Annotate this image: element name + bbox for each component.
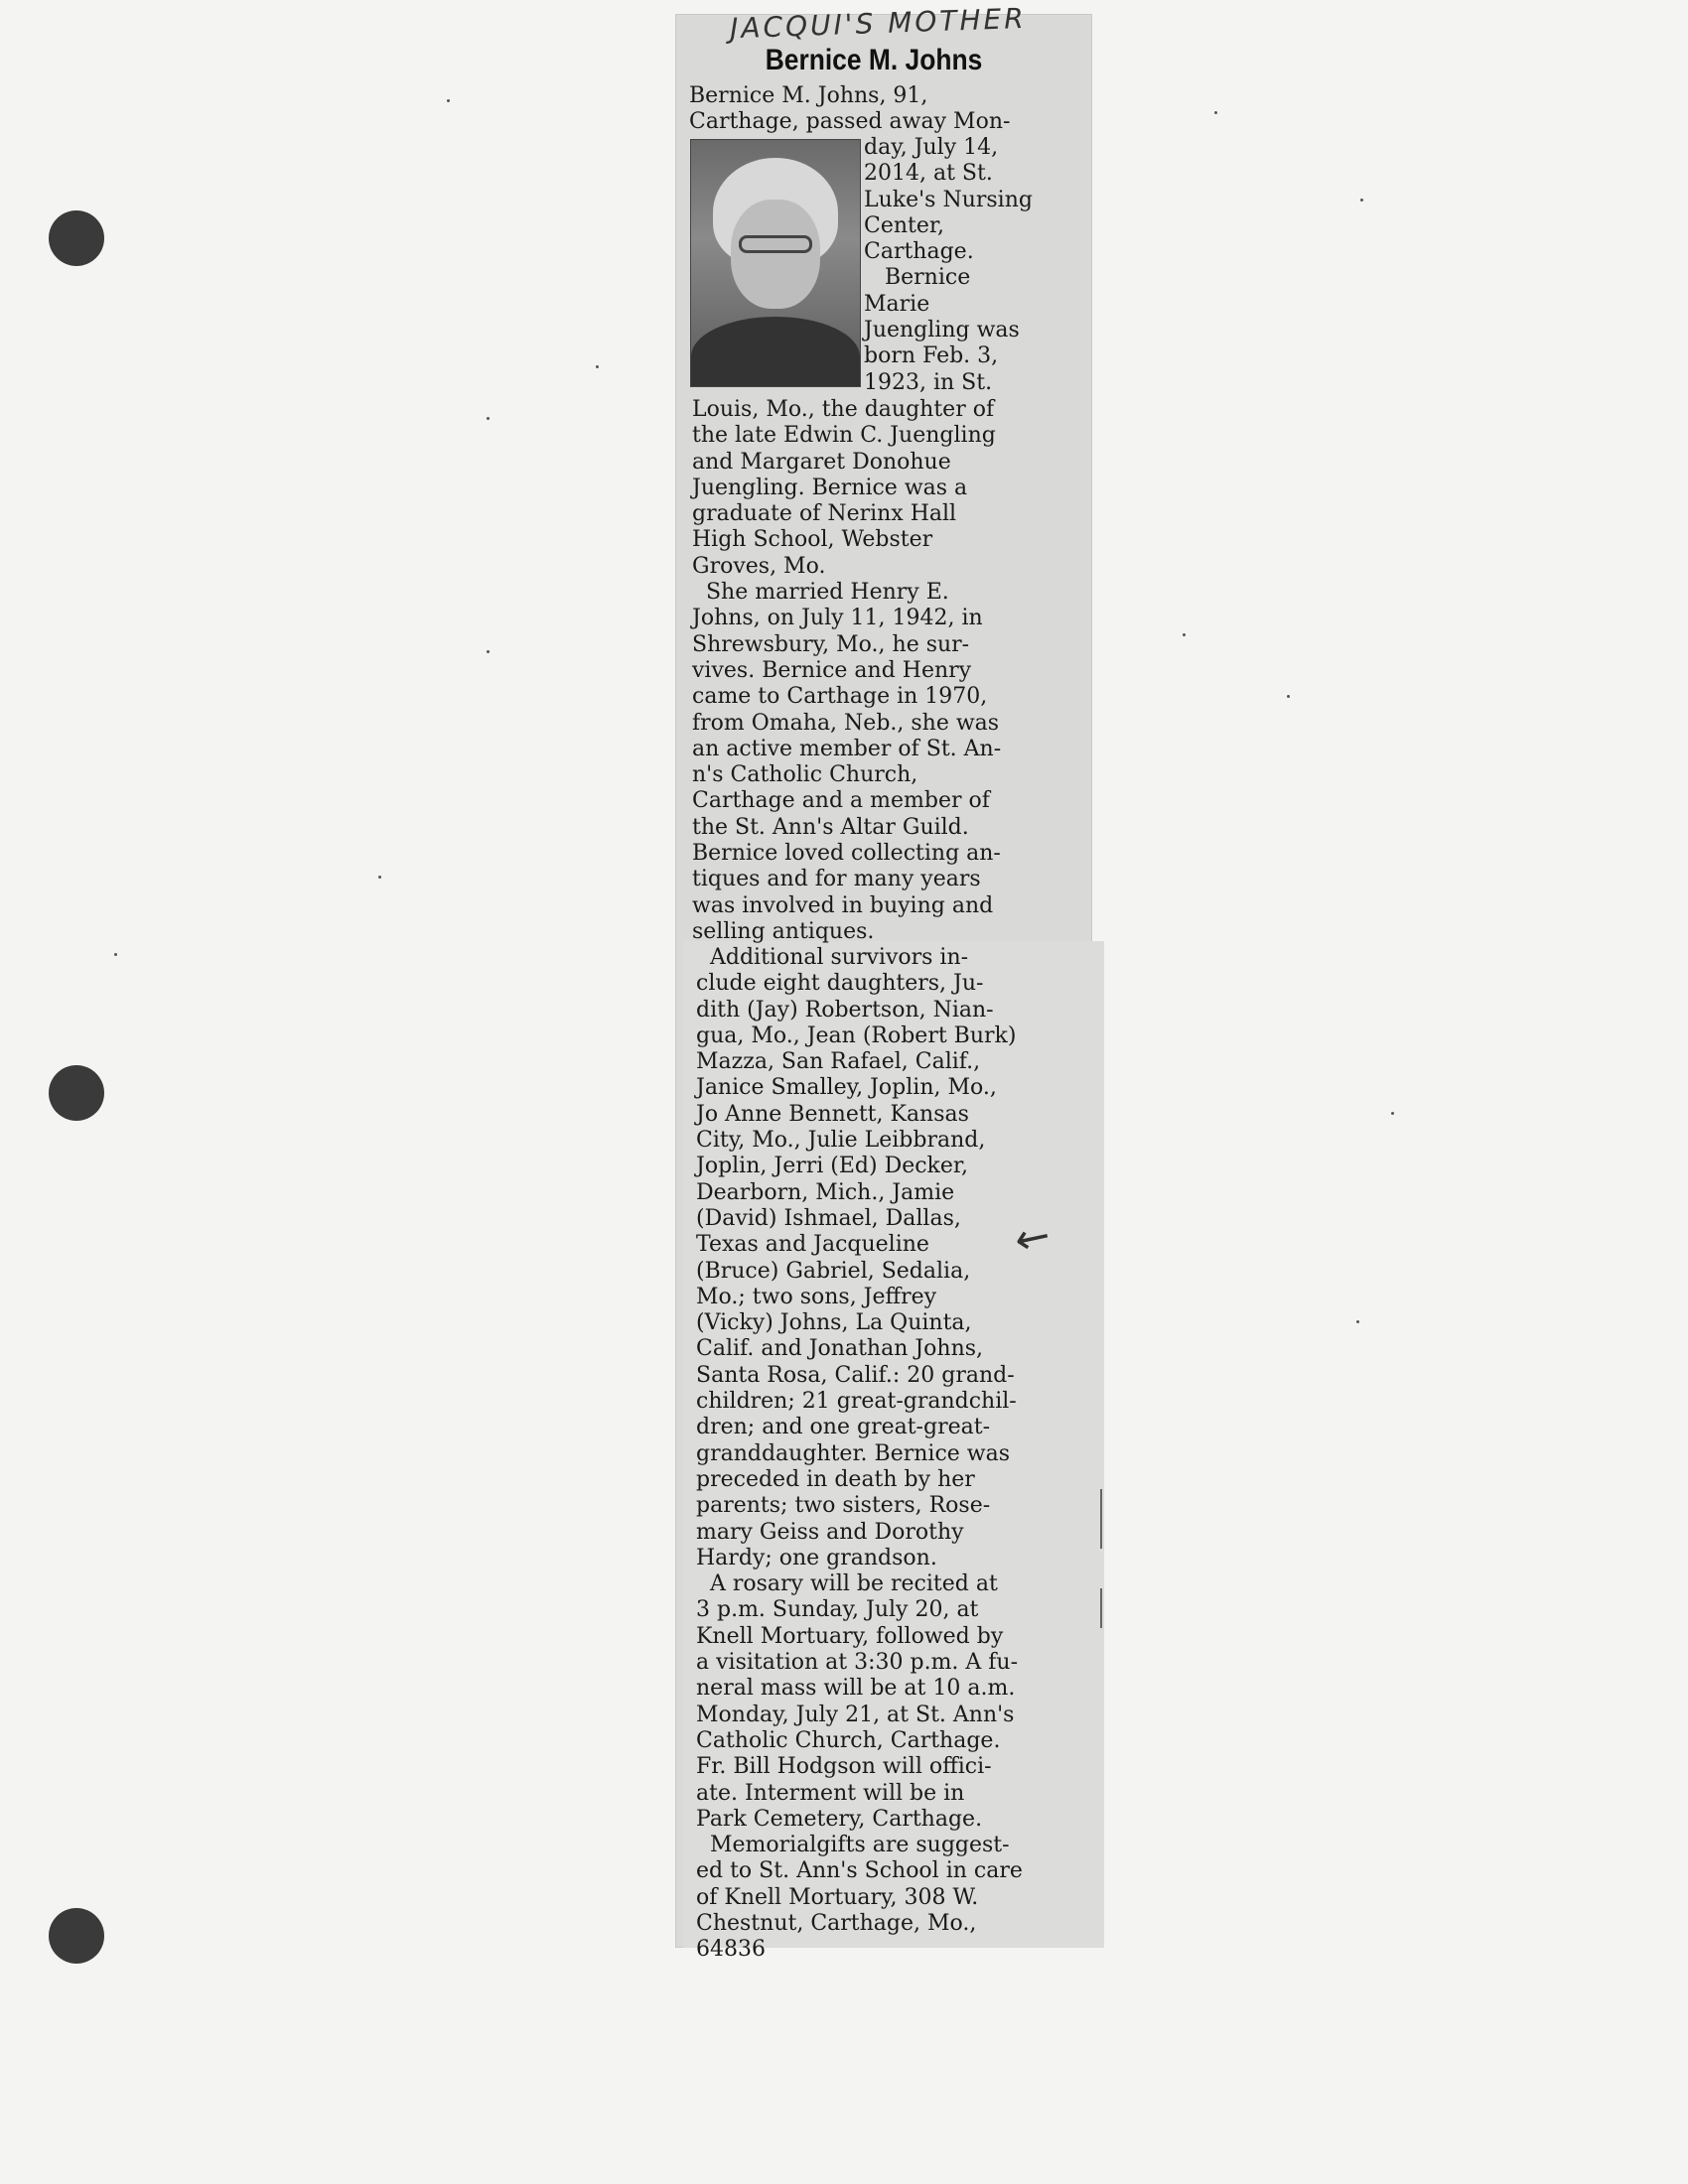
- photo-face: [731, 200, 820, 309]
- portrait-photo: [690, 139, 861, 387]
- speck: [1356, 1320, 1359, 1323]
- speck: [1287, 695, 1290, 698]
- survivors-service-text: Additional survivors in- clude eight daughters, Ju- dith (Jay) Robertson, Nian- gua, Mo., Jean (Robert Burk) Mazza, San Rafael, Calif., Janice Smalley, Joplin, Mo., Jo Anne Bennett, Kansas City, Mo., Julie Leibbrand, Joplin, Jerri (Ed) Decker, Dearborn, Mich., Jamie (David) Ishmael, Dallas, Texas and Jacqueline (Bruce) Gabriel, Sedalia, Mo.; two sons, Jeffrey (Vicky) Johns, La Quinta, Calif. and Jonathan Johns, Santa Rosa, Calif.: 20 grand- children; 21 great-grandchil- dren; and one great-great- granddaughter. Bernice was preceded in death by her parents; two sisters, Rose- mary Geiss and Dorothy Hardy; one grandson. A rosary will be recited at 3 p.m. Sunday, July 20, at Knell Mortuary, followed by a visitation at 3:30 p.m. A fu- neral mass will be at 10 a.m. Monday, July 21, at St. Ann's Catholic Church, Carthage. Fr. Bill Hodgson will offici- ate. Interment will be in Park Cemetery, Carthage. Memorialgifts are suggest- ed to St. Ann's School in care of Knell Mortuary, 308 W. Chestnut, Carthage, Mo., 64836: [696, 945, 1023, 1963]
- photo-glasses: [739, 235, 812, 253]
- handwritten-arrow-icon: ←: [1010, 1209, 1055, 1266]
- clipping-edge-mark: [1100, 1489, 1102, 1549]
- speck: [1360, 199, 1363, 202]
- punch-hole-top: [49, 210, 104, 266]
- punch-hole-bottom: [49, 1908, 104, 1964]
- speck: [114, 953, 117, 956]
- handwritten-note: JACQUI'S MOTHER: [729, 1, 1028, 46]
- speck: [447, 99, 450, 102]
- speck: [1214, 111, 1217, 114]
- speck: [596, 365, 599, 368]
- photo-shoulders: [691, 317, 860, 387]
- obituary-headline: Bernice M. Johns: [765, 44, 983, 76]
- intro-side-text: day, July 14, 2014, at St. Luke's Nursing Center, Carthage. Bernice Marie Juengling was born Feb. 3, 1923, in St.: [864, 135, 1033, 395]
- speck: [1391, 1112, 1394, 1115]
- punch-hole-middle: [49, 1065, 104, 1121]
- clipping-edge-mark: [1100, 1588, 1102, 1628]
- speck: [487, 650, 490, 653]
- intro-top-text: Bernice M. Johns, 91, Carthage, passed away Mon-: [689, 83, 1011, 135]
- speck: [487, 417, 490, 420]
- birth-marriage-text: Louis, Mo., the daughter of the late Edwin C. Juengling and Margaret Donohue Juengling. Bernice was a graduate of Nerinx Hall High School, Webster Groves, Mo. She married Henry E. Johns, on July 11, 1942, in Shrewsbury, Mo., he sur- vives. Bernice and Henry came to Carthage in 1970, from Omaha, Neb., she was an active member of St. An- n's Catholic Church, Carthage and a member of the St. Ann's Altar Guild. Bernice loved collecting an- tiques and for many years was involved in buying and selling antiques.: [692, 397, 1002, 944]
- speck: [378, 876, 381, 879]
- speck: [1183, 633, 1186, 636]
